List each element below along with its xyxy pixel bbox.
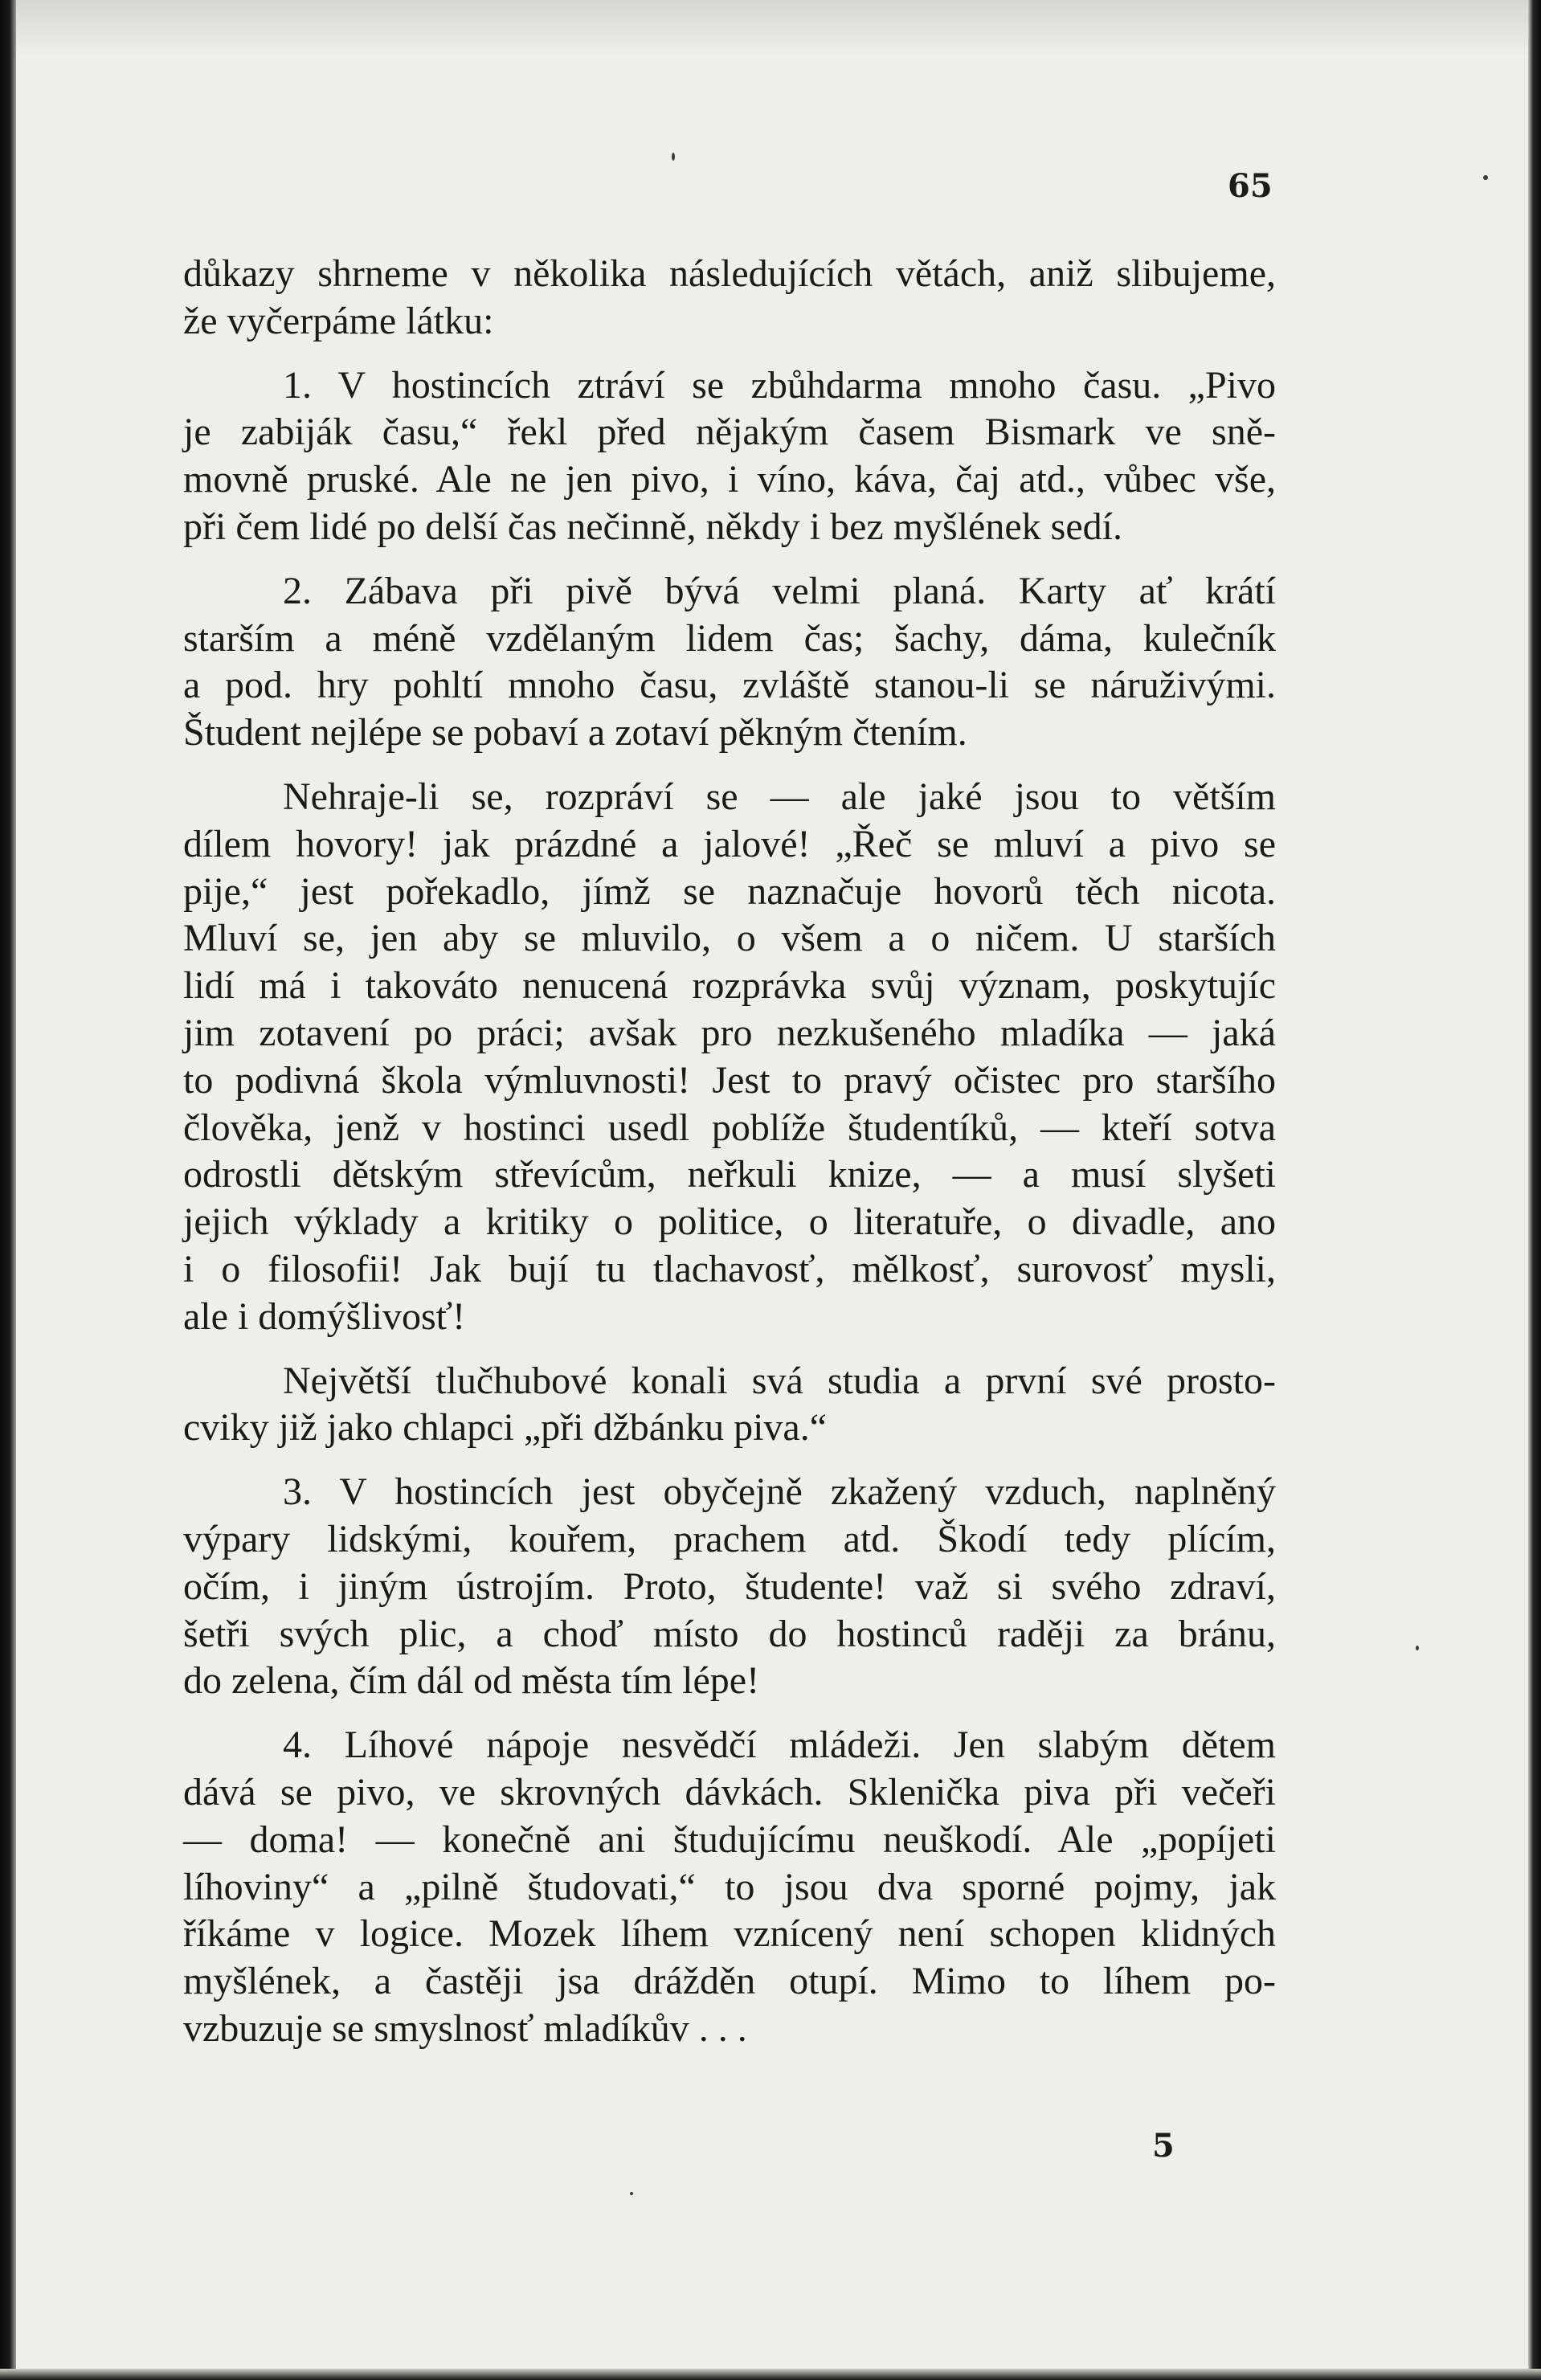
- text-line: při čem lidé po delší čas nečinně, někdy i bez myšlének sedí.: [183, 505, 1122, 548]
- text-line: 2. Zábava při pivě bývá velmi planá. Karty ať krátí: [283, 569, 1276, 612]
- text-line: to podivná škola výmluvnosti! Jest to pravý očistec pro staršího: [183, 1058, 1276, 1102]
- text-line: očím, i jiným ústrojím. Proto, študente! važ si svého zdraví,: [183, 1564, 1276, 1608]
- text-line: starším a méně vzdělaným lidem čas; šachy, dáma, kulečník: [183, 616, 1276, 660]
- text-line: člověka, jenž v hostinci usedl poblíže študentíků, — kteří sotva: [183, 1106, 1276, 1149]
- text-line: Nehraje-li se, rozpráví se — ale jaké jsou to větším: [283, 775, 1276, 818]
- text-line: — doma! — konečně ani študujícímu neuškodí. Ale „popíjeti: [183, 1818, 1276, 1861]
- text-line: důkazy shrneme v několika následujících větách, aniž slibujeme,: [183, 252, 1276, 295]
- text-line: šetři svých plic, a choď místo do hostinců raději za bránu,: [183, 1612, 1276, 1655]
- text-line: 3. V hostincích jest obyčejně zkažený vzduch, naplněný: [283, 1470, 1276, 1514]
- text-line: ale i domýšlivosť!: [183, 1294, 466, 1338]
- print-speck: [1416, 1646, 1419, 1650]
- print-speck: [672, 153, 675, 161]
- paragraph-intro: [183, 251, 1276, 346]
- text-line: lidí má i takováto nenucená rozprávka svůj význam, poskytujíc: [183, 964, 1276, 1008]
- text-line: Největší tlučhubové konali svá studia a první své prosto-: [283, 1359, 1276, 1402]
- text-line: myšlének, a častěji jsa drážděn otupí. Mimo to líhem po-: [183, 1960, 1276, 2003]
- text-line: líhoviny“ a „pilně študovati,“ to jsou dva sporné pojmy, jak: [183, 1865, 1276, 1908]
- text-line: odrostli dětským střevícům, neřkuli knize, — a musí slyšeti: [183, 1153, 1276, 1196]
- paragraph-talkers: [183, 1358, 1276, 1453]
- text-line: jim zotavení po práci; avšak pro nezkušeného mladíka — jaká: [183, 1011, 1276, 1054]
- text-line: jejich výklady a kritiky o politice, o literatuře, o divadle, ano: [183, 1200, 1276, 1244]
- print-speck: [1483, 175, 1488, 180]
- paragraph-point-3: [183, 1469, 1276, 1705]
- text-line: i o filosofii! Jak bují tu tlachavosť, mělkosť, surovosť mysli,: [183, 1247, 1276, 1290]
- paragraph-point-1: [183, 362, 1276, 551]
- text-line: vzbuzuje se smyslnosť mladíkův . . .: [183, 2006, 747, 2050]
- paragraph-point-4: [183, 1722, 1276, 2053]
- print-speck: [630, 2192, 633, 2195]
- text-line: 1. V hostincích ztráví se zbůhdarma mnoho času. „Pivo: [283, 363, 1276, 407]
- paragraph-conversation: [183, 774, 1276, 1341]
- text-line: do zelena, čím dál od města tím lépe!: [183, 1659, 760, 1703]
- page-right-edge: [1528, 0, 1541, 2380]
- paragraph-point-2: [183, 568, 1276, 757]
- text-line: dává se pivo, ve skrovných dávkách. Sklenička piva při večeři: [183, 1770, 1276, 1814]
- signature-number: 5: [1152, 2127, 1175, 2165]
- text-line: říkáme v logice. Mozek líhem vznícený není schopen klidných: [183, 1912, 1276, 1956]
- page-bottom-edge: [0, 2369, 1541, 2380]
- text-line: že vyčerpáme látku:: [183, 299, 494, 342]
- text-line: 4. Líhové nápoje nesvědčí mládeži. Jen slabým dětem: [283, 1724, 1276, 1767]
- text-line: je zabiják času,“ řekl před nějakým časem Bismark ve sně-: [183, 411, 1276, 454]
- page-number-header: 65: [1228, 167, 1273, 205]
- text-line: výpary lidskými, kouřem, prachem atd. Škodí tedy plícím,: [183, 1517, 1276, 1560]
- text-line: Študent nejlépe se pobaví a zotaví pěkným čtením.: [183, 711, 967, 754]
- text-line: dílem hovory! jak prázdné a jalové! „Řeč se mluví a pivo se: [183, 822, 1276, 865]
- text-line: cviky již jako chlapci „při džbánku piva.“: [183, 1406, 828, 1450]
- text-line: pije,“ jest pořekadlo, jímž se naznačuje hovorů těch nicota.: [183, 869, 1276, 913]
- page-left-edge: [0, 0, 16, 2380]
- text-line: a pod. hry pohltí mnoho času, zvláště stanou-li se náruživými.: [183, 664, 1276, 707]
- body-text: [183, 251, 1276, 2070]
- text-line: movně pruské. Ale ne jen pivo, i víno, káva, čaj atd., vůbec vše,: [183, 458, 1276, 501]
- text-line: Mluví se, jen aby se mluvilo, o všem a o ničem. U starších: [183, 917, 1276, 960]
- page-top-shadow: [16, 0, 1528, 56]
